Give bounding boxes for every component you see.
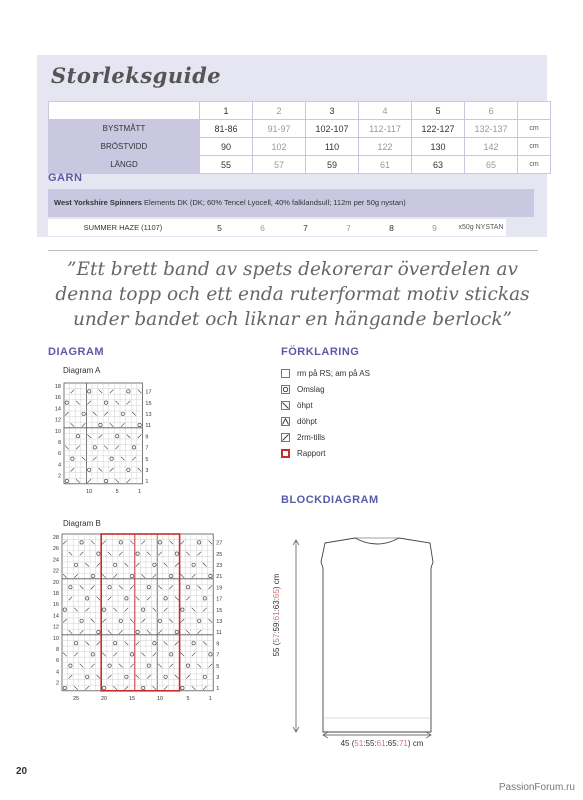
yarn-brand: West Yorkshire Spinners: [54, 198, 142, 207]
plain-stitch-icon: [281, 369, 290, 378]
row-number-label: 3: [216, 675, 220, 682]
row-number-label: 14: [54, 406, 61, 413]
table-cell: 132-137: [465, 120, 518, 138]
diagram-b-label: Diagram B: [63, 519, 101, 528]
row-number-label: 7: [145, 445, 149, 452]
table-row: [48, 219, 506, 236]
legend-title: FÖRKLARING: [281, 346, 360, 358]
yarn-description: [48, 189, 534, 217]
pull-quote: ”Ett brett band av spets dekorerar överdelen av denna topp och ett enda ruterformat motiv stickas under bandet och liknar en hängande berlock”: [55, 259, 530, 330]
measure-sep: :: [272, 609, 281, 612]
row-number-label: 19: [216, 585, 223, 592]
row-number-label: 8: [55, 647, 59, 654]
row-number-label: 10: [54, 428, 61, 435]
row-number-label: 5: [145, 456, 149, 463]
diagram-a-chart: [48, 378, 158, 496]
left-decrease-icon: [281, 401, 290, 410]
table-cell: 61: [359, 156, 412, 174]
row-number-label: 17: [216, 596, 223, 603]
row-number-label: 27: [216, 540, 223, 547]
row-number-label: 11: [216, 630, 222, 637]
width-measurement: [322, 739, 442, 748]
row-number-label: 16: [52, 602, 59, 609]
measure-value: 65: [272, 589, 281, 599]
legend-text: döhpt: [297, 417, 318, 426]
table-cell: 110: [306, 138, 359, 156]
measure-sep: :: [272, 598, 281, 601]
size-header: 1: [200, 102, 253, 120]
row-number-label: 18: [52, 591, 59, 598]
table-cell: 122: [359, 138, 412, 156]
row-number-label: 6: [57, 451, 61, 458]
table-cell: 91-97: [253, 120, 306, 138]
measure-sep: :: [396, 739, 399, 748]
row-number-label: 23: [216, 563, 223, 570]
yarn-details: Elements DK (DK; 60% Tencel Lyocell, 40% falklandsull; 112m per 50g nystan): [144, 198, 406, 207]
table-row: [49, 120, 551, 138]
column-number-label: 10: [156, 695, 164, 702]
row-number-label: 21: [216, 574, 223, 581]
double-decrease-icon: [281, 417, 290, 426]
table-cell: 5: [198, 219, 241, 236]
table-cell: 142: [465, 138, 518, 156]
table-cell: [49, 102, 200, 120]
legend-text: öhpt: [297, 401, 313, 410]
measure-text: 45 (: [340, 739, 355, 748]
row-number-label: 13: [216, 619, 223, 626]
measure-value: 55: [365, 739, 375, 748]
table-cell: 55: [200, 156, 253, 174]
size-header: 3: [306, 102, 359, 120]
unit-cell: cm: [518, 120, 551, 138]
block-diagram: [285, 528, 455, 740]
row-number-label: 2: [55, 680, 59, 687]
row-label: BRÖSTVIDD: [49, 138, 200, 156]
row-number-label: 26: [52, 546, 59, 553]
row-number-label: 20: [52, 579, 59, 586]
row-number-label: 22: [52, 568, 59, 575]
measure-value: 71: [398, 739, 408, 748]
measure-value: 63: [272, 600, 281, 610]
row-number-label: 3: [145, 468, 149, 475]
row-number-label: 8: [57, 440, 61, 447]
measure-sep: :: [272, 631, 281, 634]
table-cell: 9: [413, 219, 456, 236]
measure-value: 59: [272, 622, 281, 632]
measure-sep: :: [374, 739, 377, 748]
row-number-label: 16: [54, 395, 61, 402]
measure-value: 51: [354, 739, 364, 748]
table-row: [49, 156, 551, 174]
measure-sep: :: [363, 739, 366, 748]
measure-text: ) cm: [272, 573, 281, 590]
watermark: PassionForum.ru: [498, 782, 575, 793]
diagram-title: DIAGRAM: [48, 346, 105, 358]
column-number-label: 15: [128, 695, 136, 702]
column-number-label: 10: [86, 488, 93, 495]
row-number-label: 7: [216, 652, 220, 659]
diagram-b-chart: [48, 529, 230, 707]
row-number-label: 4: [55, 669, 59, 676]
row-number-label: 9: [216, 641, 220, 648]
unit-cell: cm: [518, 138, 551, 156]
height-measurement: [272, 540, 281, 690]
size-header: 5: [412, 102, 465, 120]
repeat-icon: [281, 449, 290, 458]
measure-value: 61: [272, 611, 281, 621]
diagram-a-label: Diagram A: [63, 366, 101, 375]
yarn-table: [48, 219, 506, 236]
size-table: [48, 101, 551, 174]
size-table-header-row: [49, 102, 551, 120]
table-cell: 6: [241, 219, 284, 236]
legend-text: 2rm-tills: [297, 433, 325, 442]
yarn-over-icon: [281, 385, 290, 394]
legend-text: Rapport: [297, 449, 326, 458]
row-number-label: 1: [145, 479, 149, 486]
table-row: [49, 138, 551, 156]
row-number-label: 12: [52, 624, 59, 631]
row-number-label: 28: [52, 535, 59, 542]
row-number-label: 11: [145, 423, 152, 430]
table-cell: 112-117: [359, 120, 412, 138]
row-label: LÄNGD: [49, 156, 200, 174]
row-number-label: 9: [145, 434, 149, 441]
row-number-label: 6: [55, 658, 59, 665]
unit-cell: x50g NYSTAN: [456, 219, 506, 236]
table-cell: 8: [370, 219, 413, 236]
row-number-label: 10: [52, 635, 59, 642]
size-header: 6: [465, 102, 518, 120]
size-header: 4: [359, 102, 412, 120]
measure-sep: :: [272, 620, 281, 623]
column-number-label: 5: [186, 695, 190, 702]
block-diagram-title: BLOCKDIAGRAM: [281, 494, 379, 506]
measure-value: 57: [272, 633, 281, 643]
size-header: 2: [253, 102, 306, 120]
row-number-label: 15: [145, 400, 152, 407]
table-cell: [518, 102, 551, 120]
size-guide-title: Storleksguide: [51, 63, 222, 88]
legend-text: rm på RS; am på AS: [297, 369, 370, 378]
row-number-label: 14: [52, 613, 59, 620]
column-number-label: 5: [115, 488, 119, 495]
table-cell: 65: [465, 156, 518, 174]
table-cell: 7: [284, 219, 327, 236]
table-cell: 122-127: [412, 120, 465, 138]
table-cell: 102-107: [306, 120, 359, 138]
yarn-color-name: SUMMER HAZE (1107): [48, 219, 198, 236]
legend-text: Omslag: [297, 385, 325, 394]
table-cell: 57: [253, 156, 306, 174]
measure-value: 65: [387, 739, 397, 748]
table-cell: 63: [412, 156, 465, 174]
table-cell: 7: [327, 219, 370, 236]
row-label: BYSTMÅTT: [49, 120, 200, 138]
measure-text: 55 (: [272, 642, 281, 657]
row-number-label: 1: [216, 686, 220, 693]
row-number-label: 18: [54, 384, 61, 391]
row-number-label: 17: [145, 389, 152, 396]
right-decrease-icon: [281, 433, 290, 442]
row-number-label: 4: [57, 462, 61, 469]
measure-sep: :: [385, 739, 388, 748]
divider: [48, 250, 538, 251]
table-cell: 102: [253, 138, 306, 156]
table-cell: 90: [200, 138, 253, 156]
row-number-label: 12: [54, 417, 61, 424]
table-cell: 81-86: [200, 120, 253, 138]
measure-value: 61: [376, 739, 386, 748]
row-number-label: 25: [216, 551, 223, 558]
column-number-label: 1: [208, 695, 212, 702]
column-number-label: 20: [100, 695, 108, 702]
column-number-label: 25: [72, 695, 80, 702]
table-cell: 130: [412, 138, 465, 156]
row-number-label: 2: [57, 473, 61, 480]
row-number-label: 15: [216, 607, 223, 614]
measure-text: ) cm: [407, 739, 424, 748]
unit-cell: cm: [518, 156, 551, 174]
column-number-label: 1: [138, 488, 142, 495]
row-number-label: 13: [145, 412, 152, 419]
garment-outline: [321, 538, 433, 732]
page-number: 20: [16, 766, 28, 777]
row-number-label: 24: [52, 557, 59, 564]
table-cell: 59: [306, 156, 359, 174]
row-number-label: 5: [216, 663, 220, 670]
garn-title: GARN: [48, 172, 83, 184]
